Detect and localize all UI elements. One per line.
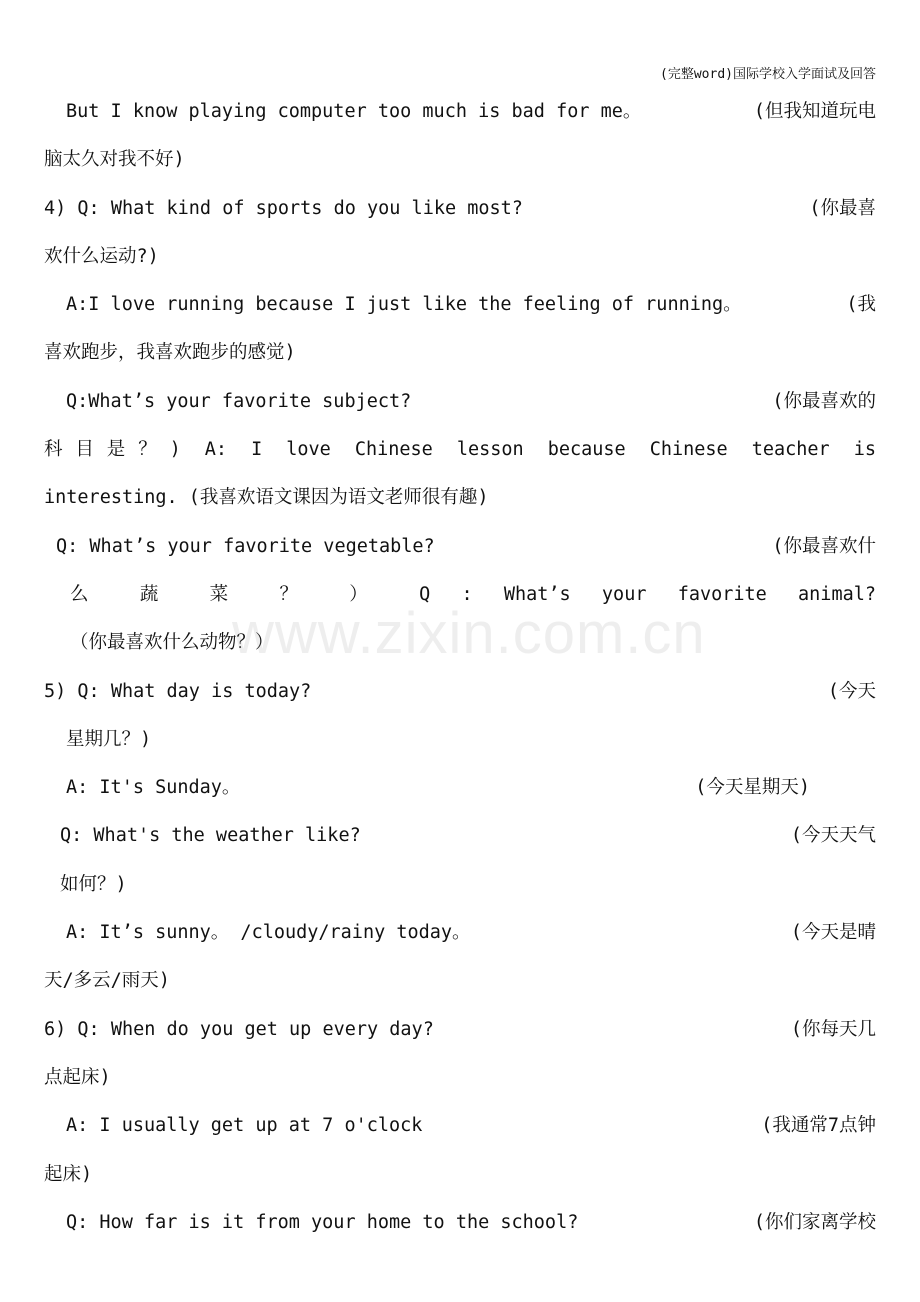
english-text: Q:What’s your favorite subject? bbox=[66, 390, 412, 412]
question-line bbox=[44, 523, 876, 571]
chinese-translation: (你们家离学校 bbox=[753, 1211, 876, 1233]
english-text: Q: How far is it from your home to the school? bbox=[66, 1211, 579, 1233]
watermark: www.zixin.com.cn bbox=[232, 601, 706, 666]
english-text: A: It’s sunny。 /cloudy/rainy today。 bbox=[66, 922, 471, 944]
text-line: 星期几？) bbox=[66, 728, 152, 750]
english-text: But I know playing computer too much is bad for me。 bbox=[66, 101, 642, 122]
chinese-translation: (今天星期天) bbox=[695, 777, 810, 799]
english-text: Q: What’s your favorite vegetable? bbox=[56, 535, 435, 557]
english-text: 4) Q: What kind of sports do you like most? bbox=[44, 197, 523, 219]
answer-line bbox=[44, 281, 876, 329]
english-text: Q: What's the weather like? bbox=[60, 825, 361, 847]
english-text: A: It's Sunday。 bbox=[66, 777, 241, 799]
chinese-translation: (你最喜 bbox=[809, 197, 876, 219]
text-line: 点起床) bbox=[44, 1066, 111, 1088]
answer-line bbox=[44, 909, 876, 957]
text-line: 脑太久对我不好) bbox=[44, 149, 185, 171]
page-header: (完整word)国际学校入学面试及回答 bbox=[660, 67, 876, 82]
document-body bbox=[44, 88, 876, 1247]
text-line: 喜欢跑步，我喜欢跑步的感觉) bbox=[44, 342, 296, 364]
text-line: 如何？) bbox=[60, 873, 127, 895]
chinese-translation: (今天天气 bbox=[790, 825, 876, 847]
question-line bbox=[44, 1199, 876, 1247]
chinese-translation: (你最喜欢的 bbox=[772, 390, 876, 412]
english-text: 5) Q: What day is today? bbox=[44, 680, 312, 702]
text-line: 天/多云/雨天) bbox=[44, 970, 170, 992]
chinese-translation: (今天 bbox=[827, 680, 876, 702]
english-text: A: I usually get up at 7 o'clock bbox=[66, 1115, 423, 1137]
chinese-translation: (我通常7点钟 bbox=[761, 1115, 876, 1137]
chinese-translation: (你每天几 bbox=[790, 1018, 876, 1040]
text-line: 么 蔬 菜 ？ ） Q : What’s your favorite animal? bbox=[70, 583, 876, 605]
question-4-line bbox=[44, 185, 876, 233]
english-text: 6) Q: When do you get up every day? bbox=[44, 1018, 434, 1040]
question-line bbox=[44, 378, 876, 426]
text-line: 科目是？) A: I love Chinese lesson because Chinese teacher is bbox=[44, 439, 876, 461]
text-line bbox=[44, 88, 876, 136]
chinese-translation: (但我知道玩电 bbox=[753, 101, 876, 122]
answer-line bbox=[44, 764, 876, 812]
text-line: 欢什么运动?) bbox=[44, 245, 159, 267]
chinese-translation: (你最喜欢什 bbox=[772, 535, 876, 557]
question-line bbox=[44, 812, 876, 860]
answer-line bbox=[44, 1102, 876, 1150]
text-line: interesting. (我喜欢语文课因为语文老师很有趣) bbox=[44, 487, 489, 509]
chinese-translation: (我 bbox=[846, 294, 876, 316]
text-line: 起床) bbox=[44, 1163, 93, 1185]
question-5-line bbox=[44, 668, 876, 716]
text-line: （你最喜欢什么动物？） bbox=[70, 632, 274, 654]
question-6-line bbox=[44, 1006, 876, 1054]
chinese-translation: (今天是晴 bbox=[790, 922, 876, 944]
english-text: A:I love running because I just like the feeling of running。 bbox=[66, 294, 742, 316]
